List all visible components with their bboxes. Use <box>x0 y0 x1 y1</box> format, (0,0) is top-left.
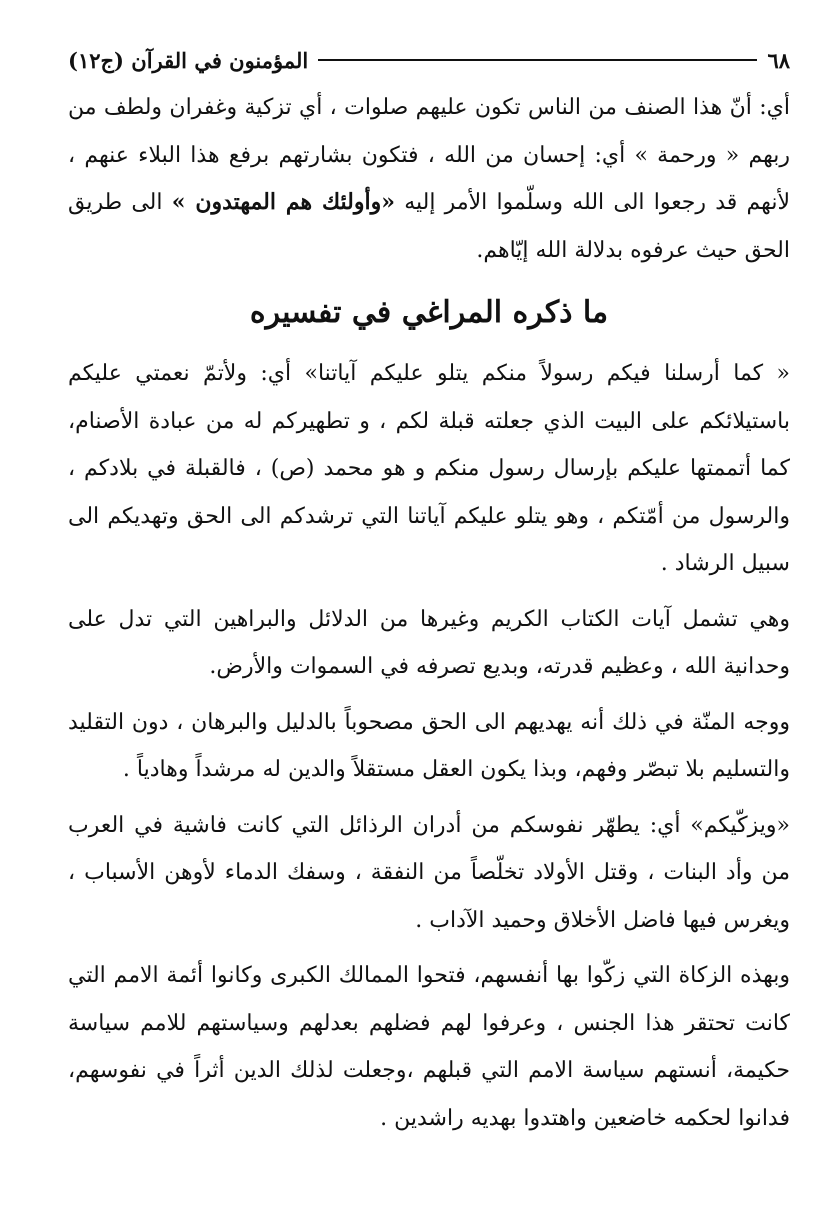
paragraph-2: وهي تشمل آيات الكتاب الكريم وغيرها من الدلائل والبراهين التي تدل على وحدانية الله ، وعظيم قدرته، وبديع تصرفه في السموات والأرض. <box>68 606 790 679</box>
book-page <box>68 38 790 1195</box>
intro-quote: «وأولئك هم المهتدون » <box>171 189 395 215</box>
page-number: ٦٨ <box>767 47 790 73</box>
section-heading: ما ذكره المراغي في تفسيره <box>249 295 609 330</box>
paragraph-4: «ويزكّيكم» أي: يطهّر نفوسكم من أدران الرذائل التي كانت فاشية في العرب من وأد البنات ، وقتل الأولاد تخلّصاً من النفقة ، وسفك الدماء لأوهن الأسباب ، ويغرس فيها فاضل الأخلاق وحميد الآداب . <box>68 812 790 933</box>
paragraph-5: وبهذه الزكاة التي زكّوا بها أنفسهم، فتحوا الممالك الكبرى وكانوا أئمة الامم التي كانت تحتقر هذا الجنس ، وعرفوا لهم فضلهم بعدلهم وسياستهم للامم سياسة حكيمة، أنستهم سياسة الامم التي قبلهم ،وجعلت لذلك الدين أثراً في نفوسهم، فدانوا لحكمه خاضعين واهتدوا بهديه راشدين . <box>68 963 790 1131</box>
page-header <box>68 38 790 82</box>
running-title: المؤمنون في القرآن (ج١٢) <box>68 47 309 73</box>
intro-text-1: أي: أنّ هذا الصنف من الناس تكون عليهم صلوات ، أي تزكية وغفران ولطف من ربهم « ورحمة » أي: إحسان من الله ، فتكون بشارتهم برفع هذا البلاء عنهم ، لأنهم قد رجعوا الى الله وسلّموا الأمر إليه <box>68 95 790 215</box>
paragraph-1: « كما أرسلنا فيكم رسولاً منكم يتلو عليكم آياتنا» أي: ولأتمّ نعمتي عليكم باستيلائكم على البيت الذي جعلته قبلة لكم ، و تطهيركم له من عبادة الأصنام، كما أتممتها عليكم بإرسال رسول منكم و هو محمد (ص) ، فالقبلة في بلادكم ، والرسول من أمّتكم ، وهو يتلو عليكم آياتنا التي ترشدكم الى الحق وتهديكم الى سبيل الرشاد . <box>68 361 790 576</box>
paragraph-3: ووجه المنّة في ذلك أنه يهديهم الى الحق مصحوباً بالدليل والبرهان ، دون التقليد والتسليم بلا تبصّر وفهم، وبذا يكون العقل مستقلاً والدين له مرشداً وهادياً . <box>68 709 790 782</box>
header-rule <box>318 59 757 61</box>
intro-paragraph <box>68 84 790 274</box>
intro-text-2: الى طريق الحق حيث عرفوه بدلالة الله إيّاهم. <box>68 190 790 263</box>
